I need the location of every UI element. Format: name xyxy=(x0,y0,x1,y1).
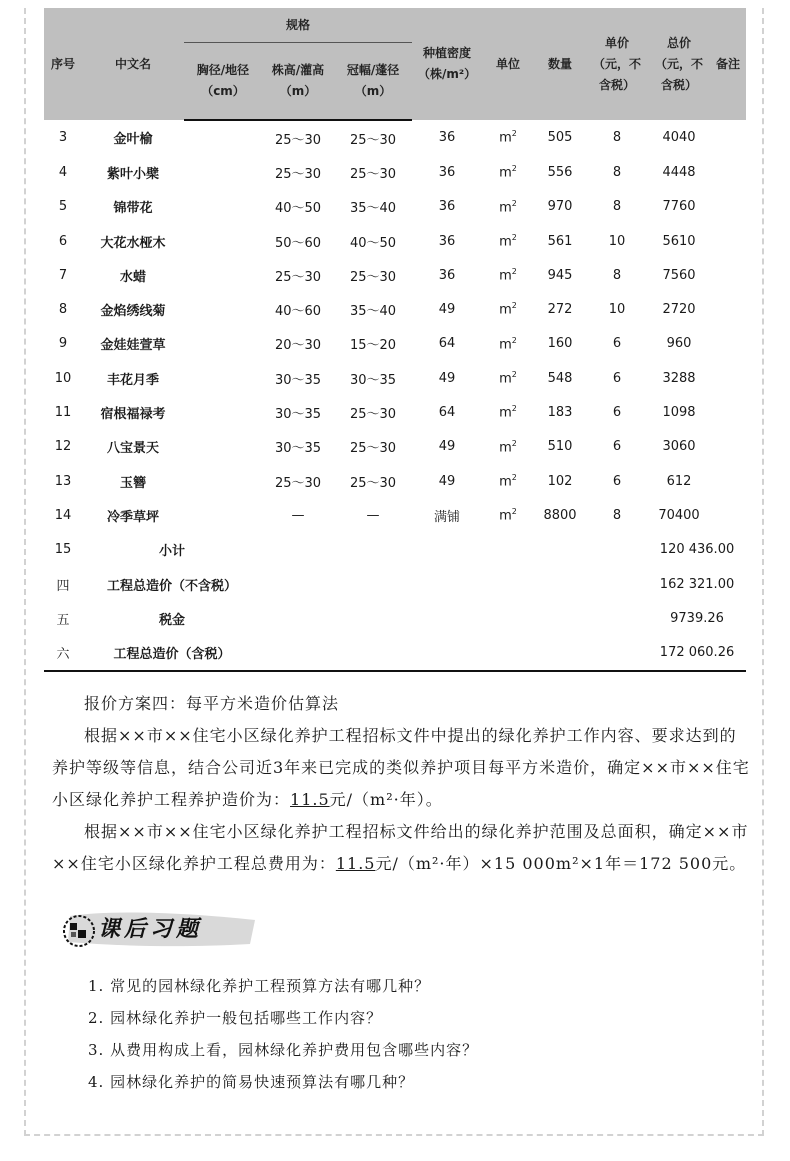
cell-qty: 505 xyxy=(547,130,573,146)
cell-name: 紫叶小檗 xyxy=(106,166,159,182)
cell-note xyxy=(710,498,746,532)
cell-price: 8 xyxy=(612,199,622,215)
cell-qty: 970 xyxy=(547,199,573,215)
quotation-table xyxy=(44,8,746,672)
question-item: 1. 常见的园林绿化养护工程预算方法有哪几种？ xyxy=(88,977,431,995)
table-row xyxy=(44,430,746,464)
cell-unit: $m^2$ xyxy=(499,232,517,250)
cell-unit: $m^2$ xyxy=(499,164,517,181)
cell-note xyxy=(710,292,746,326)
header-crown-line1: 冠幅/蓬径 xyxy=(346,63,400,77)
cell-crown: 35～40 xyxy=(349,304,397,320)
cell-total: 3288 xyxy=(662,370,696,386)
cell-density: 49 xyxy=(438,302,456,318)
cell-total: 2720 xyxy=(662,302,696,318)
cell-dbh xyxy=(184,498,262,532)
table-row xyxy=(44,190,746,224)
cell-height: 40～50 xyxy=(274,201,322,217)
summary-gap xyxy=(262,533,648,567)
body-text xyxy=(52,688,752,880)
summary-label: 小计 xyxy=(158,544,185,560)
cell-qty: 510 xyxy=(547,439,573,455)
cell-crown: 25～30 xyxy=(349,269,397,285)
summary-row xyxy=(44,635,746,670)
table-header xyxy=(44,8,746,120)
cell-price: 6 xyxy=(612,336,622,352)
cell-qty: 945 xyxy=(547,267,573,283)
cell-seq: 7 xyxy=(58,267,68,283)
table-row xyxy=(44,498,746,532)
header-dbh-line2: （cm） xyxy=(201,84,245,98)
cell-crown: 40～50 xyxy=(349,235,397,251)
cell-seq: 5 xyxy=(58,199,68,215)
cell-height: 30～35 xyxy=(274,407,322,423)
cell-name: 水蜡 xyxy=(119,269,146,285)
cell-note xyxy=(710,395,746,429)
cell-crown: 25～30 xyxy=(349,441,397,457)
cell-unit: $m^2$ xyxy=(499,301,517,318)
cell-total: 960 xyxy=(666,336,692,352)
quotation-table-wrapper xyxy=(44,8,746,672)
cell-height: 25～30 xyxy=(274,269,322,285)
cell-crown: — xyxy=(366,507,380,523)
table-row xyxy=(44,120,746,155)
paragraph-2 xyxy=(52,816,752,880)
header-price xyxy=(586,8,648,120)
cell-density: 49 xyxy=(438,473,456,489)
cell-price: 6 xyxy=(612,473,622,489)
table-row xyxy=(44,155,746,189)
paragraph-1-unit: 元/（m²·年）。 xyxy=(329,790,443,809)
header-total xyxy=(648,8,710,120)
cell-qty: 183 xyxy=(547,405,573,421)
table-row xyxy=(44,464,746,498)
cell-density: 49 xyxy=(438,439,456,455)
cell-qty: 8800 xyxy=(543,507,577,523)
cell-unit: $m^2$ xyxy=(499,507,517,524)
cell-height: 30～35 xyxy=(274,441,322,457)
cell-seq: 14 xyxy=(54,507,72,523)
header-note: 备注 xyxy=(710,8,746,120)
cell-crown: 25～30 xyxy=(349,166,397,182)
header-total-line1: 总价 xyxy=(667,35,692,50)
header-price-line2: （元，不 xyxy=(593,56,642,71)
cell-dbh xyxy=(184,430,262,464)
cell-dbh xyxy=(184,190,262,224)
paragraph-1 xyxy=(52,720,752,816)
cell-price: 8 xyxy=(612,267,622,283)
cell-height: 50～60 xyxy=(274,235,322,251)
cell-seq: 12 xyxy=(54,439,72,455)
cell-seq: 六 xyxy=(44,635,82,670)
header-spec-crown xyxy=(334,43,412,121)
cell-dbh xyxy=(184,292,262,326)
table-row xyxy=(44,258,746,292)
cell-name: 锦带花 xyxy=(113,201,153,217)
cell-density: 36 xyxy=(438,164,456,180)
cell-total: 70400 xyxy=(658,507,700,523)
cell-price: 6 xyxy=(612,405,622,421)
cell-price: 6 xyxy=(612,370,622,386)
header-height-line2: （m） xyxy=(279,84,317,98)
summary-total: 120 436.00 xyxy=(659,542,735,558)
cell-dbh xyxy=(184,155,262,189)
cell-name: 玉簪 xyxy=(119,475,146,491)
paragraph-2-formula: 元/（m²·年）×15 000m²×1年＝172 500元。 xyxy=(375,854,747,873)
summary-row xyxy=(44,533,746,567)
cell-unit: $m^2$ xyxy=(499,267,517,284)
summary-gap xyxy=(262,635,648,670)
cell-unit: $m^2$ xyxy=(499,404,517,421)
cell-name: 宿根福禄考 xyxy=(100,407,166,423)
cell-qty: 160 xyxy=(547,336,573,352)
summary-gap xyxy=(262,567,648,601)
cell-height: 40～60 xyxy=(274,304,322,320)
cell-dbh xyxy=(184,464,262,498)
cell-qty: 272 xyxy=(547,302,573,318)
cell-dbh xyxy=(184,224,262,258)
cell-seq: 15 xyxy=(54,542,72,558)
cell-crown: 15～20 xyxy=(349,338,397,354)
cell-name: 大花水桠木 xyxy=(100,235,166,251)
cell-height: 30～35 xyxy=(274,372,322,388)
cell-dbh xyxy=(184,327,262,361)
header-price-line3: 含税） xyxy=(599,77,636,92)
cell-crown: 30～35 xyxy=(349,372,397,388)
cell-total: 612 xyxy=(666,473,692,489)
header-density-line1: 种植密度 xyxy=(423,46,472,60)
cell-density: 49 xyxy=(438,370,456,386)
cell-qty: 102 xyxy=(547,473,573,489)
cell-name: 冷季草坪 xyxy=(106,509,159,525)
summary-label: 工程总造价（不含税） xyxy=(106,578,237,594)
cell-note xyxy=(710,190,746,224)
question-item: 2. 园林绿化养护一般包括哪些工作内容？ xyxy=(88,1009,383,1027)
cell-qty: 556 xyxy=(547,164,573,180)
summary-row xyxy=(44,567,746,601)
cell-total: 4448 xyxy=(662,164,696,180)
table-body xyxy=(44,120,746,671)
summary-total: 172 060.26 xyxy=(648,635,746,670)
cell-unit: $m^2$ xyxy=(499,370,517,387)
cell-dbh xyxy=(184,361,262,395)
cell-unit: $m^2$ xyxy=(499,129,517,146)
header-spec-group: 规格 xyxy=(184,8,412,43)
cell-seq: 五 xyxy=(56,612,70,628)
cell-seq: 8 xyxy=(58,302,68,318)
cell-seq: 4 xyxy=(58,164,68,180)
cell-seq: 10 xyxy=(54,370,72,386)
header-density-line2: （株/m²） xyxy=(417,67,477,81)
cell-note xyxy=(710,430,746,464)
cell-density: 64 xyxy=(438,336,456,352)
cell-note xyxy=(710,155,746,189)
cell-unit: $m^2$ xyxy=(499,472,517,490)
cell-seq: 3 xyxy=(58,130,68,146)
section-heading: 报价方案四：每平方米造价估算法 xyxy=(84,694,340,713)
summary-row xyxy=(44,601,746,635)
table-row xyxy=(44,224,746,258)
cell-density: 36 xyxy=(438,233,456,249)
header-name: 中文名 xyxy=(82,8,184,120)
summary-total: 162 321.00 xyxy=(659,576,735,592)
cell-seq: 13 xyxy=(54,473,72,489)
cell-density: 64 xyxy=(438,405,456,421)
cell-dbh xyxy=(184,120,262,155)
cell-height: 25～30 xyxy=(274,475,322,491)
cell-name: 金娃娃萱草 xyxy=(100,338,166,354)
summary-label: 税金 xyxy=(158,612,185,628)
summary-gap xyxy=(262,601,648,635)
cell-name: 八宝景天 xyxy=(106,441,159,457)
cell-unit: $m^2$ xyxy=(499,198,517,215)
cell-seq: 四 xyxy=(56,578,70,594)
header-height-line1: 株高/灌高 xyxy=(271,63,325,77)
cell-density: 36 xyxy=(438,130,456,146)
unit-price-value: 11.5 xyxy=(290,790,330,809)
table-row xyxy=(44,361,746,395)
exercise-title: 课后习题 xyxy=(98,916,203,942)
cell-qty: 548 xyxy=(547,370,573,386)
cell-total: 7760 xyxy=(662,199,696,215)
cell-price: 10 xyxy=(608,233,626,249)
cell-height: 25～30 xyxy=(274,132,322,148)
cell-total: 5610 xyxy=(662,233,696,249)
cell-seq: 9 xyxy=(58,336,68,352)
cell-density: 满铺 xyxy=(434,509,461,525)
header-seq: 序号 xyxy=(44,8,82,120)
header-spec-height xyxy=(262,43,334,121)
header-dbh-line1: 胸径/地径 xyxy=(196,63,250,77)
cell-total: 4040 xyxy=(662,130,696,146)
cell-note xyxy=(710,120,746,155)
header-qty: 数量 xyxy=(534,8,586,120)
header-unit: 单位 xyxy=(482,8,534,120)
header-density xyxy=(412,8,482,120)
cell-price: 8 xyxy=(612,507,622,523)
cell-crown: 25～30 xyxy=(349,132,397,148)
cell-height: — xyxy=(291,507,305,523)
cell-total: 7560 xyxy=(662,267,696,283)
summary-total: 9739.26 xyxy=(670,610,724,626)
header-total-line3: 含税） xyxy=(661,77,698,92)
cell-note xyxy=(710,327,746,361)
cell-note xyxy=(710,224,746,258)
cell-note xyxy=(710,464,746,498)
cell-note xyxy=(710,258,746,292)
header-spec-dbh xyxy=(184,43,262,121)
summary-label: 工程总造价（含税） xyxy=(82,635,262,670)
question-item: 4. 园林绿化养护的简易快速预算法有哪几种？ xyxy=(88,1073,415,1091)
cell-crown: 25～30 xyxy=(349,475,397,491)
cell-height: 20～30 xyxy=(274,338,322,354)
cell-price: 10 xyxy=(608,302,626,318)
table-row xyxy=(44,395,746,429)
cell-height: 25～30 xyxy=(274,166,322,182)
header-crown-line2: （m） xyxy=(354,84,392,98)
cell-price: 6 xyxy=(612,439,622,455)
cell-unit: $m^2$ xyxy=(499,438,517,455)
cell-unit: $m^2$ xyxy=(499,335,517,353)
cell-crown: 35～40 xyxy=(349,201,397,217)
table-row xyxy=(44,292,746,326)
cell-note xyxy=(710,361,746,395)
cell-qty: 561 xyxy=(547,233,573,249)
paragraph-2-text: 根据××市××住宅小区绿化养护工程招标文件给出的绿化养护范围及总面积，确定××市××住宅小区绿化养护工程总费用为： xyxy=(52,822,749,873)
cell-seq: 6 xyxy=(58,233,68,249)
cell-density: 36 xyxy=(438,199,456,215)
puzzle-icon xyxy=(62,914,96,948)
cell-name: 丰花月季 xyxy=(106,372,159,388)
cell-name: 金焰绣线菊 xyxy=(100,304,166,320)
cell-total: 1098 xyxy=(662,405,696,421)
cell-dbh xyxy=(184,395,262,429)
cell-dbh xyxy=(184,258,262,292)
cell-seq: 11 xyxy=(54,405,72,421)
cell-price: 8 xyxy=(612,130,622,146)
header-total-line2: （元，不 xyxy=(655,56,704,71)
exercise-questions xyxy=(88,970,478,1098)
cell-price: 8 xyxy=(612,164,622,180)
unit-price-value-2: 11.5 xyxy=(335,854,376,873)
question-item: 3. 从费用构成上看，园林绿化养护费用包含哪些内容？ xyxy=(88,1041,479,1059)
cell-crown: 25～30 xyxy=(349,407,397,423)
cell-name: 金叶榆 xyxy=(113,132,153,148)
paragraph-1-text: 根据××市××住宅小区绿化养护工程招标文件中提出的绿化养护工作内容、要求达到的养护等级等信息，结合公司近3年来已完成的类似养护项目每平方米造价，确定××市××住宅小区绿化养护工程养护造价为： xyxy=(52,726,750,809)
header-price-line1: 单价 xyxy=(605,35,630,50)
table-row xyxy=(44,327,746,361)
cell-density: 36 xyxy=(438,267,456,283)
cell-total: 3060 xyxy=(662,439,696,455)
